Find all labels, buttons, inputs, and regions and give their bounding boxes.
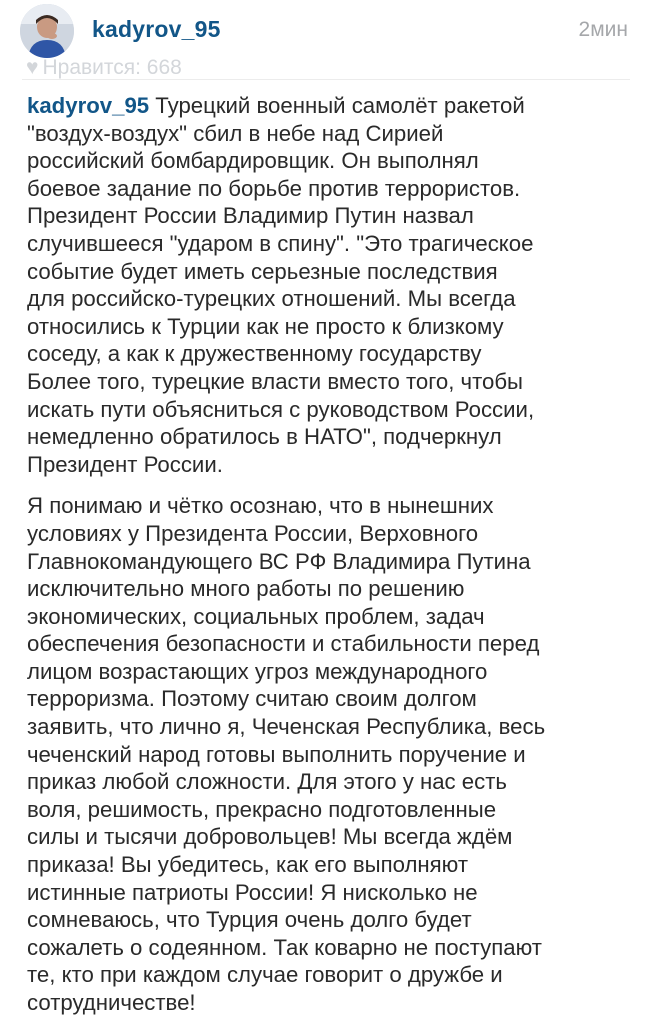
caption-line <box>27 630 637 658</box>
caption-line <box>27 202 637 230</box>
caption-text: терроризма. Поэтому считаю своим долгом <box>27 686 477 712</box>
caption-text: российский бомбардировщик. Он выполнял <box>27 148 479 174</box>
post-header <box>0 0 652 64</box>
paragraph-gap <box>27 478 637 492</box>
caption-line <box>27 230 637 258</box>
likes-text: Нравится: 668 <box>42 56 182 79</box>
caption-text: искать пути объясниться с руководством России, <box>27 396 535 422</box>
caption-text: Главнокомандующего ВС РФ Владимира Путина <box>27 548 531 574</box>
caption-line <box>27 520 637 548</box>
heart-icon: ♥ <box>26 56 39 79</box>
caption-text: сомневаюсь, что Турция очень долго будет <box>27 907 472 933</box>
caption-line <box>27 658 637 686</box>
caption-line <box>27 934 637 962</box>
caption-text: Президент России Владимир Путин назвал <box>27 203 474 229</box>
caption-text: условиях у Президента России, Верховного <box>27 520 479 546</box>
caption-text: немедленно обратилось в НАТО", подчеркнул <box>27 424 502 450</box>
caption-line <box>27 961 637 989</box>
caption-paragraph-1 <box>27 92 637 478</box>
caption-text: обеспечения безопасности и стабильности перед <box>27 631 540 657</box>
caption-line <box>27 575 637 603</box>
caption-text: лицом возрастающих угроз международного <box>27 658 488 684</box>
caption-line <box>27 423 637 451</box>
caption-line <box>27 713 637 741</box>
caption-text: случившееся "ударом в спину". "Это трагическое <box>27 230 534 256</box>
caption-line <box>27 768 637 796</box>
caption-line <box>27 285 637 313</box>
caption-line <box>27 313 637 341</box>
caption-line <box>27 685 637 713</box>
post-caption <box>27 92 637 1017</box>
caption-line <box>27 796 637 824</box>
caption-text: заявить, что лично я, Чеченская Республика, весь <box>27 714 546 740</box>
caption-line <box>27 340 637 368</box>
caption-line <box>27 851 637 879</box>
caption-text: воля, решимость, прекрасно подготовленные <box>27 796 497 822</box>
caption-line <box>27 92 637 120</box>
caption-line <box>27 368 637 396</box>
caption-text: силы и тысячи добровольцев! Мы всегда ждём <box>27 824 513 850</box>
divider <box>22 79 630 80</box>
caption-line <box>27 147 637 175</box>
caption-text: приказ любой сложности. Для этого у нас есть <box>27 769 507 795</box>
caption-line <box>27 492 637 520</box>
caption-paragraph-2 <box>27 492 637 1016</box>
post-username[interactable]: kadyrov_95 <box>92 16 221 42</box>
caption-text: "воздух-воздух" сбил в небе над Сирией <box>27 120 444 146</box>
caption-text: сотрудничестве! <box>27 990 196 1015</box>
caption-line <box>27 989 637 1017</box>
caption-text: истинные патриоты России! Я нисколько не <box>27 879 478 905</box>
caption-text: относились к Турции как не просто к близкому <box>27 313 504 339</box>
caption-line <box>27 906 637 934</box>
caption-line <box>27 879 637 907</box>
caption-author[interactable]: kadyrov_95 <box>27 93 150 118</box>
caption-text: для российско-турецких отношений. Мы всегда <box>27 286 516 312</box>
caption-text: сожалеть о содеянном. Так коварно не поступают <box>27 934 542 960</box>
caption-text: Более того, турецкие власти вместо того, чтобы <box>27 368 523 394</box>
caption-line <box>27 603 637 631</box>
avatar-image <box>20 4 74 58</box>
caption-text: соседу, а как к дружественному государству <box>27 341 482 367</box>
caption-text: Турецкий военный самолёт ракетой <box>149 93 525 118</box>
caption-line <box>27 120 637 148</box>
caption-line <box>27 258 637 286</box>
caption-line <box>27 175 637 203</box>
caption-text: те, кто при каждом случае говорит о дружбе и <box>27 962 503 988</box>
caption-text: Я понимаю и чётко осознаю, что в нынешних <box>27 493 494 519</box>
caption-text: Президент России. <box>27 451 223 477</box>
caption-line <box>27 741 637 769</box>
caption-line <box>27 451 637 479</box>
caption-line <box>27 823 637 851</box>
caption-text: исключительно много работы по решению <box>27 576 465 602</box>
caption-line <box>27 396 637 424</box>
post-timestamp: 2мин <box>578 18 628 41</box>
caption-text: боевое задание по борьбе против террористов. <box>27 175 521 201</box>
caption-text: приказа! Вы убедитесь, как его выполняют <box>27 852 468 878</box>
caption-line <box>27 548 637 576</box>
avatar[interactable] <box>20 4 74 58</box>
caption-text: чеченский народ готовы выполнить поручение и <box>27 741 526 767</box>
caption-text: событие будет иметь серьезные последствия <box>27 258 498 284</box>
caption-text: экономических, социальных проблем, задач <box>27 603 485 629</box>
